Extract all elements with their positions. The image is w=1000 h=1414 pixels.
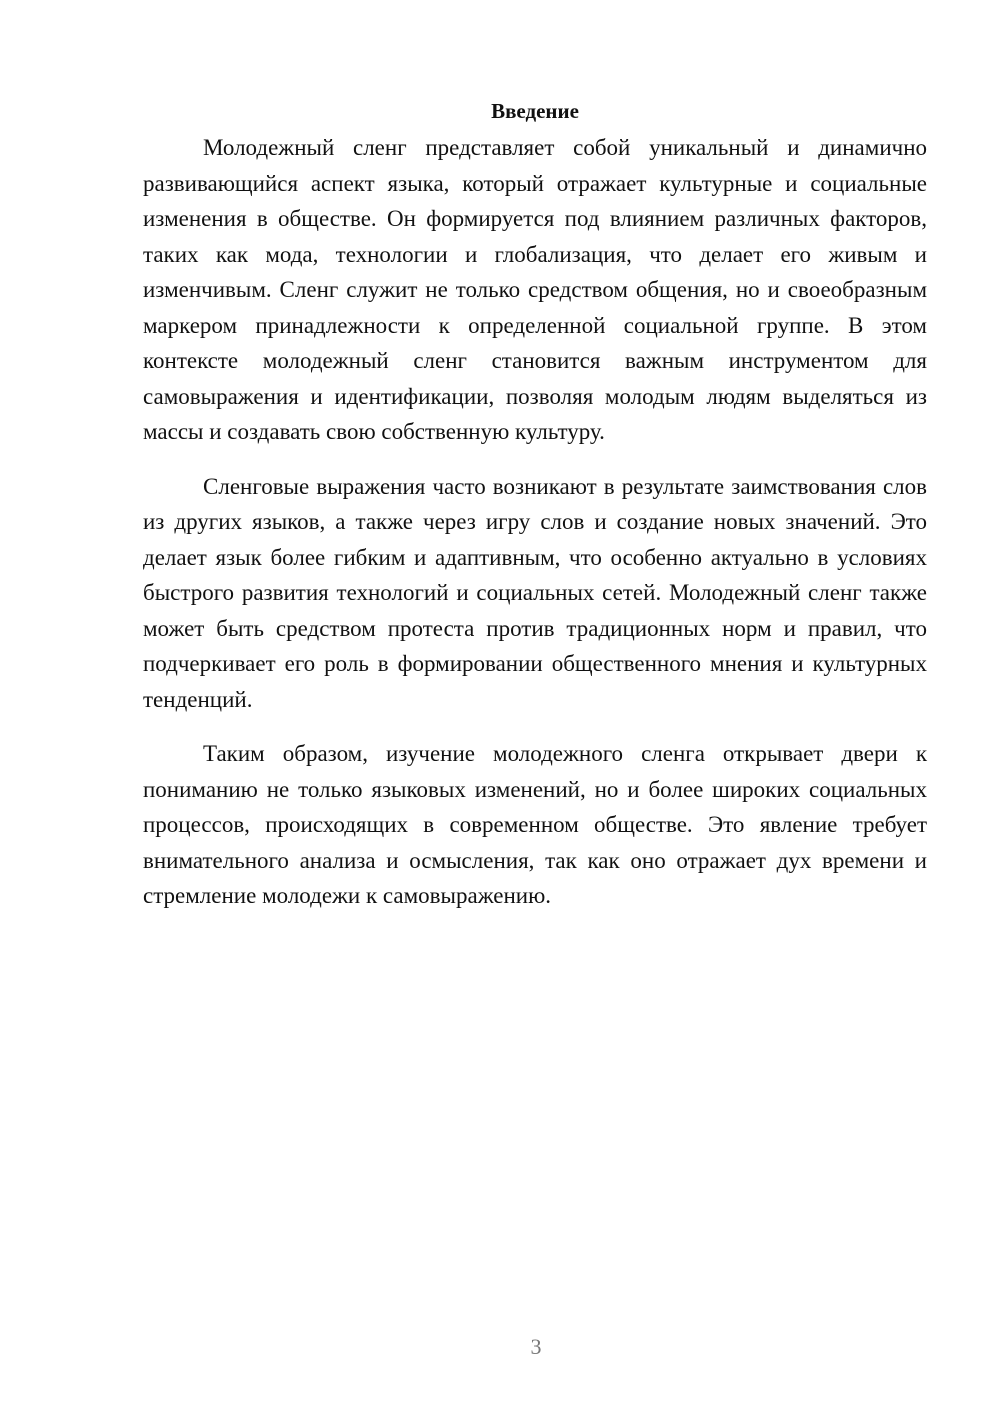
paragraph-2: Сленговые выражения часто возникают в результате заимствования слов из других языков, а также через игру слов и создание новых значений. Это делает язык более гибким и адаптивным, что особенно актуально в условиях быстрого развития технологий и социальных сетей. Молодежный сленг также может быть средством протеста против традиционных норм и правил, что подчеркивает его роль в формировании общественного мнения и культурных тенденций.	[143, 473, 927, 712]
paragraph-3: Таким образом, изучение молодежного сленга открывает двери к пониманию не только языковых изменений, но и более широких социальных процессов, происходящих в современном обществе. Это явление требует внимательного анализа и осмысления, так как оно отражает дух времени и стремление молодежи к самовыражению.	[143, 741, 927, 908]
page-content	[143, 95, 927, 914]
section-title: Введение	[491, 99, 579, 123]
page-number: 3	[530, 1334, 542, 1359]
paragraph-1: Молодежный сленг представляет собой уникальный и динамично развивающийся аспект языка, который отражает культурные и социальные изменения в обществе. Он формируется под влиянием различных факторов, таких как мода, технологии и глобализация, что делает его живым и изменчивым. Сленг служит не только средством общения, но и своеобразным маркером принадлежности к определенной социальной группе. В этом контексте молодежный сленг становится важным инструментом для самовыражения и идентификации, позволяя молодым людям выделяться из массы и создавать свою собственную культуру.	[143, 135, 927, 444]
